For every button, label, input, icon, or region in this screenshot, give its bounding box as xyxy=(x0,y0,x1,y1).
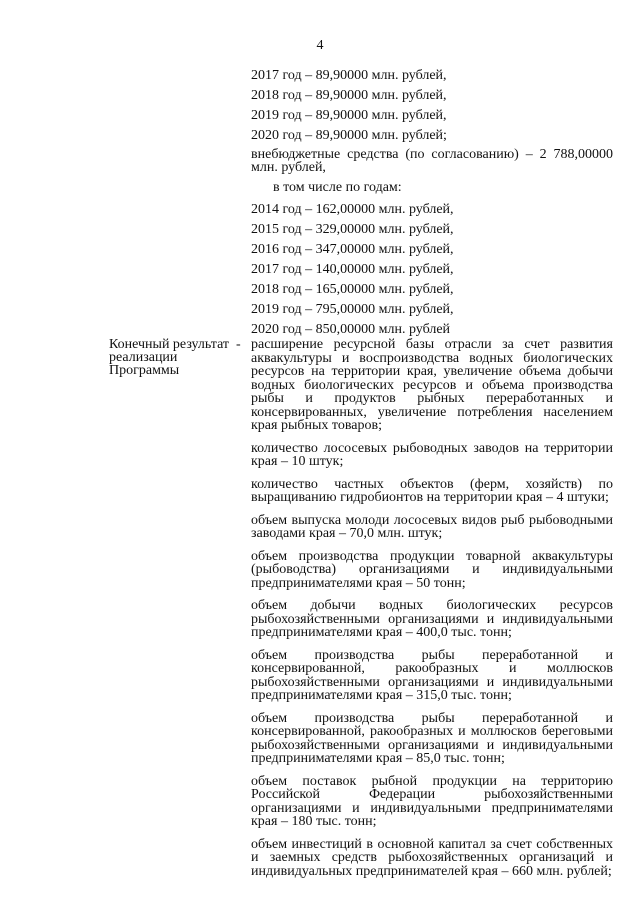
result-paragraph: объем производства продукции товарной аквакультуры (рыбоводства) организациями и индивидуальными предпринимателями края – 50 тонн; xyxy=(251,548,613,591)
result-paragraph: объем добычи водных биологических ресурсов рыбохозяйственными организациями и индивидуальными предпринимателями края – 400,0 тыс. тонн; xyxy=(251,598,613,640)
extra-year-line: 2020 год – 850,00000 млн. рублей xyxy=(251,322,451,337)
result-paragraph: объем поставок рыбной продукции на территорию Российской Федерации рыбохозяйственными организациями и индивидуальными предпринимателями края – 180 тыс. тонн; xyxy=(251,773,613,829)
page-number: 4 xyxy=(316,38,324,53)
result-paragraph: количество лососевых рыбоводных заводов на территории края – 10 штук; xyxy=(251,440,613,469)
result-dash: - xyxy=(236,337,241,352)
funding-year-line: 2018 год – 89,90000 млн. рублей, xyxy=(251,88,447,103)
extra-year-line: 2019 год – 795,00000 млн. рублей, xyxy=(251,302,454,317)
funding-year-line: 2020 год – 89,90000 млн. рублей; xyxy=(251,128,447,143)
by-years-label: в том числе по годам: xyxy=(273,180,402,195)
extra-year-line: 2016 год – 347,00000 млн. рублей, xyxy=(251,242,454,257)
result-paragraph: объем инвестиций в основной капитал за счет собственных и заемных средств рыбохозяйственных организаций и индивидуальных предпринимателей края – 660 млн. рублей; xyxy=(251,836,613,879)
result-paragraph: объем выпуска молоди лососевых видов рыб рыбоводными заводами края – 70,0 млн. штук; xyxy=(251,512,613,541)
funding-year-line: 2017 год – 89,90000 млн. рублей, xyxy=(251,68,447,83)
funding-section xyxy=(251,68,613,342)
extra-year-line: 2017 год – 140,00000 млн. рублей, xyxy=(251,262,454,277)
extra-budget-total: внебюджетные средства (по согласованию) – 2 788,00000 млн. рублей, xyxy=(251,147,613,175)
funding-year-line: 2019 год – 89,90000 млн. рублей, xyxy=(251,108,447,123)
result-paragraph: объем производства рыбы переработанной и консервированной, ракообразных и моллюсков береговыми рыбохозяйственными организациями и индивидуальными предпринимателями края – 85,0 тыс. тонн; xyxy=(251,710,613,766)
extra-year-line: 2018 год – 165,00000 млн. рублей, xyxy=(251,282,454,297)
extra-year-line: 2014 год – 162,00000 млн. рублей, xyxy=(251,202,454,217)
result-label: Конечный результат реализации Программы xyxy=(109,337,230,378)
result-paragraph: расширение ресурсной базы отрасли за счет развития аквакультуры и воспроизводства водных биологических ресурсов на территории края, увеличение объема добычи водных биологических ресурсов и объема производства рыбы и продуктов рыбных переработанных и консервированных, увеличение потребления населением края рыбных товаров; xyxy=(251,337,613,433)
result-paragraph: объем производства рыбы переработанной и консервированной, ракообразных и моллюсков рыбохозяйственными организациями и индивидуальными предпринимателями края – 315,0 тыс. тонн; xyxy=(251,647,613,703)
result-paragraph: количество частных объектов (ферм, хозяйств) по выращиванию гидробионтов на территории края – 4 штуки; xyxy=(251,476,613,505)
extra-year-line: 2015 год – 329,00000 млн. рублей, xyxy=(251,222,454,237)
result-section xyxy=(251,338,613,887)
